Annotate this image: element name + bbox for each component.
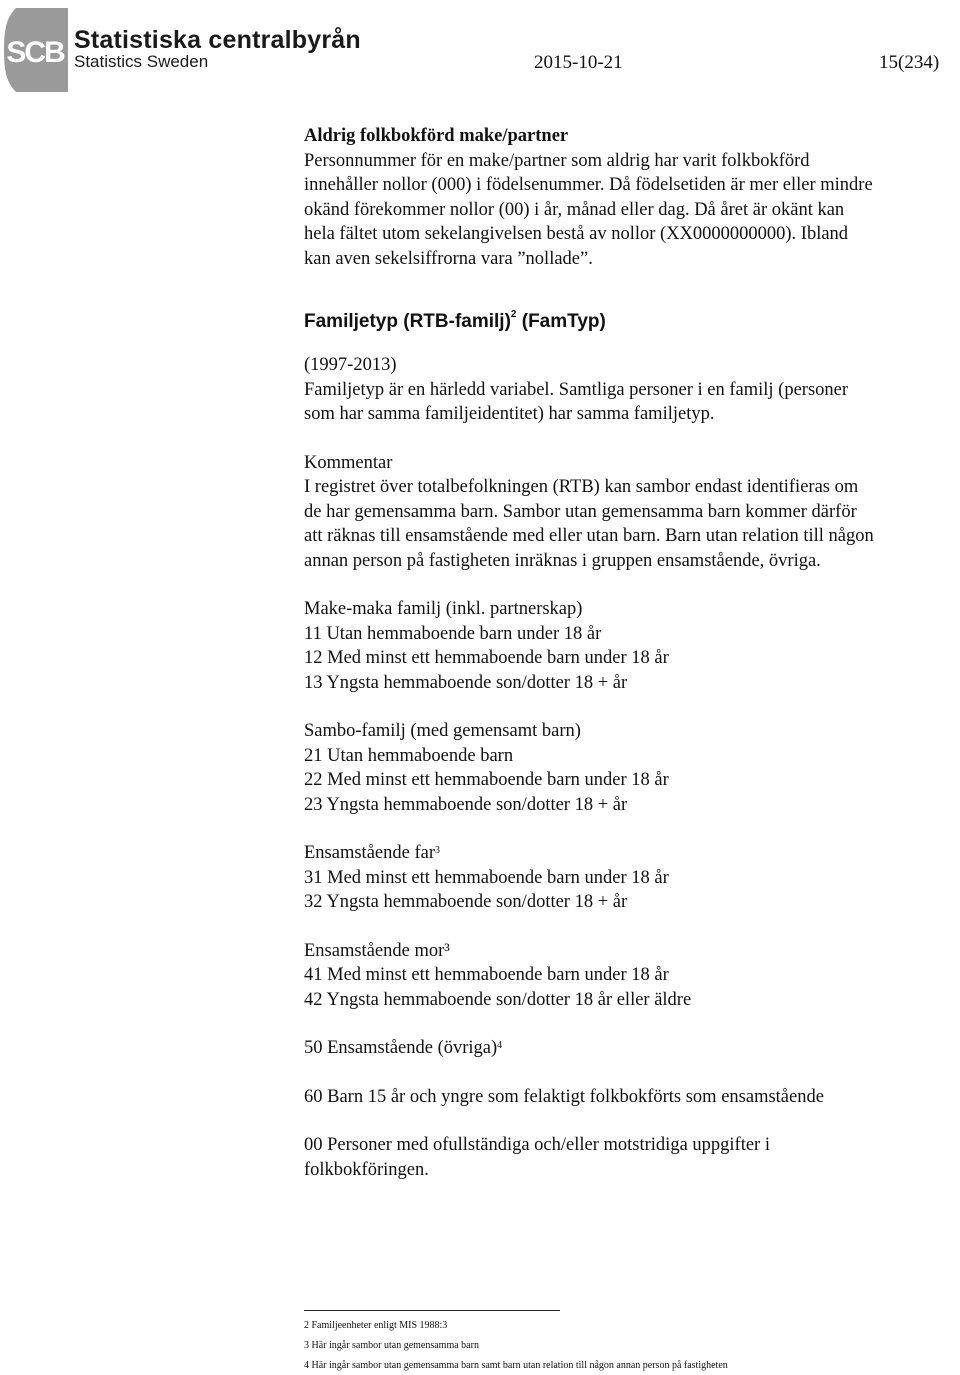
text-line: annan person på fastigheten inräknas i gruppen ensamstående, övriga. [304,550,821,571]
paragraph [304,451,960,574]
footnote-ref: 4 [497,1040,503,1051]
document-date: 2015-10-21 [534,52,623,73]
text-line: innehåller nollor (000) i födelsenummer. Då födelsetiden är mer eller mindre [304,175,873,195]
category-item: 22 Med minst ett hemmaboende barn under 18 år [304,770,669,790]
group-title [304,841,960,866]
text-line: folkbokföringen. [304,1159,429,1180]
footnote-ref: 2 [510,309,517,320]
category-item: 13 Yngsta hemmaboende son/dotter 18 + år [304,672,628,693]
org-name: Statistiska centralbyrån [74,26,361,54]
text-line: 00 Personer med ofullständiga och/eller motstridiga uppgifter i [304,1135,770,1155]
category-item: 11 Utan hemmaboende barn under 18 år [304,623,602,644]
category-item [304,1036,960,1061]
category-item [304,1133,960,1182]
heading-code: (FamTyp) [516,311,606,332]
svg-text:SCB: SCB [6,36,64,69]
group-title-text: Ensamstående far [304,843,435,863]
group-title: Make-maka familj (inkl. partnerskap) [304,599,583,619]
group-title: Sambo-familj (med gemensamt barn) [304,721,581,741]
category-item: 23 Yngsta hemmaboende son/dotter 18 + år [304,794,628,815]
text-line: okänd förekommer nollor (00) i år, månad eller dag. Då året är okänt kan [304,199,845,220]
category-group [304,597,960,695]
category-item: 12 Med minst ett hemmaboende barn under 18 år [304,648,669,668]
footnote-ref: 3 [434,845,440,856]
footnote-divider [304,1310,560,1311]
footnote: 4 Här ingår sambor utan gemensamma barn samt barn utan relation till någon annan person på fastigheten [304,1360,728,1371]
category-group [304,719,960,817]
footnote: 3 Här ingår sambor utan gemensamma barn [304,1340,479,1351]
text-line: som har samma familjeidentitet) har samma familjetyp. [304,404,715,424]
text-line: de har gemensamma barn. Sambor utan gemensamma barn kommer därför [304,501,857,522]
paragraph [304,353,960,427]
section-title: Aldrig folkbokförd make/partner [304,126,569,146]
text-line: Familjetyp är en härledd variabel. Samtliga personer i en familj (personer [304,379,849,400]
year-range: (1997-2013) [304,355,397,375]
category-item: 60 Barn 15 år och yngre som felaktigt folkbokförts som ensamstående [304,1086,824,1107]
text-line: hela fältet utom sekelangivelsen bestå av nollor (XX0000000000). Ibland [304,224,849,244]
text-line: I registret över totalbefolkningen (RTB) kan sambor endast identifieras om [304,477,859,497]
category-group [304,841,960,915]
document-body [304,124,960,1182]
category-item: 41 Med minst ett hemmaboende barn under 18 år [304,965,669,985]
category-item: 21 Utan hemmaboende barn [304,745,514,766]
text-line: att räknas till ensamstående med eller utan barn. Barn utan relation till någon [304,526,874,546]
variable-heading [304,311,960,333]
category-text: 50 Ensamstående (övriga) [304,1038,498,1058]
text-line: Personnummer för en make/partner som aldrig har varit folkbokförd [304,150,810,171]
category-group [304,939,960,1013]
footnote: 2 Familjeenheter enligt MIS 1988:3 [304,1320,448,1331]
text-line: kan aven sekelsiffrorna vara ”nollade”. [304,248,593,269]
category-item: 32 Yngsta hemmaboende son/dotter 18 + år [304,892,628,912]
paragraph [304,149,960,272]
group-title: Ensamstående mor³ [304,940,450,961]
category-item: 31 Med minst ett hemmaboende barn under 18 år [304,867,669,888]
org-name-english: Statistics Sweden [74,52,209,71]
category-item: 42 Yngsta hemmaboende son/dotter 18 år eller äldre [304,989,692,1010]
heading-text: Familjetyp (RTB-familj) [304,311,511,332]
comment-title: Kommentar [304,452,393,473]
page-number: 15(234) [879,52,940,73]
scb-logo-icon [2,4,68,96]
